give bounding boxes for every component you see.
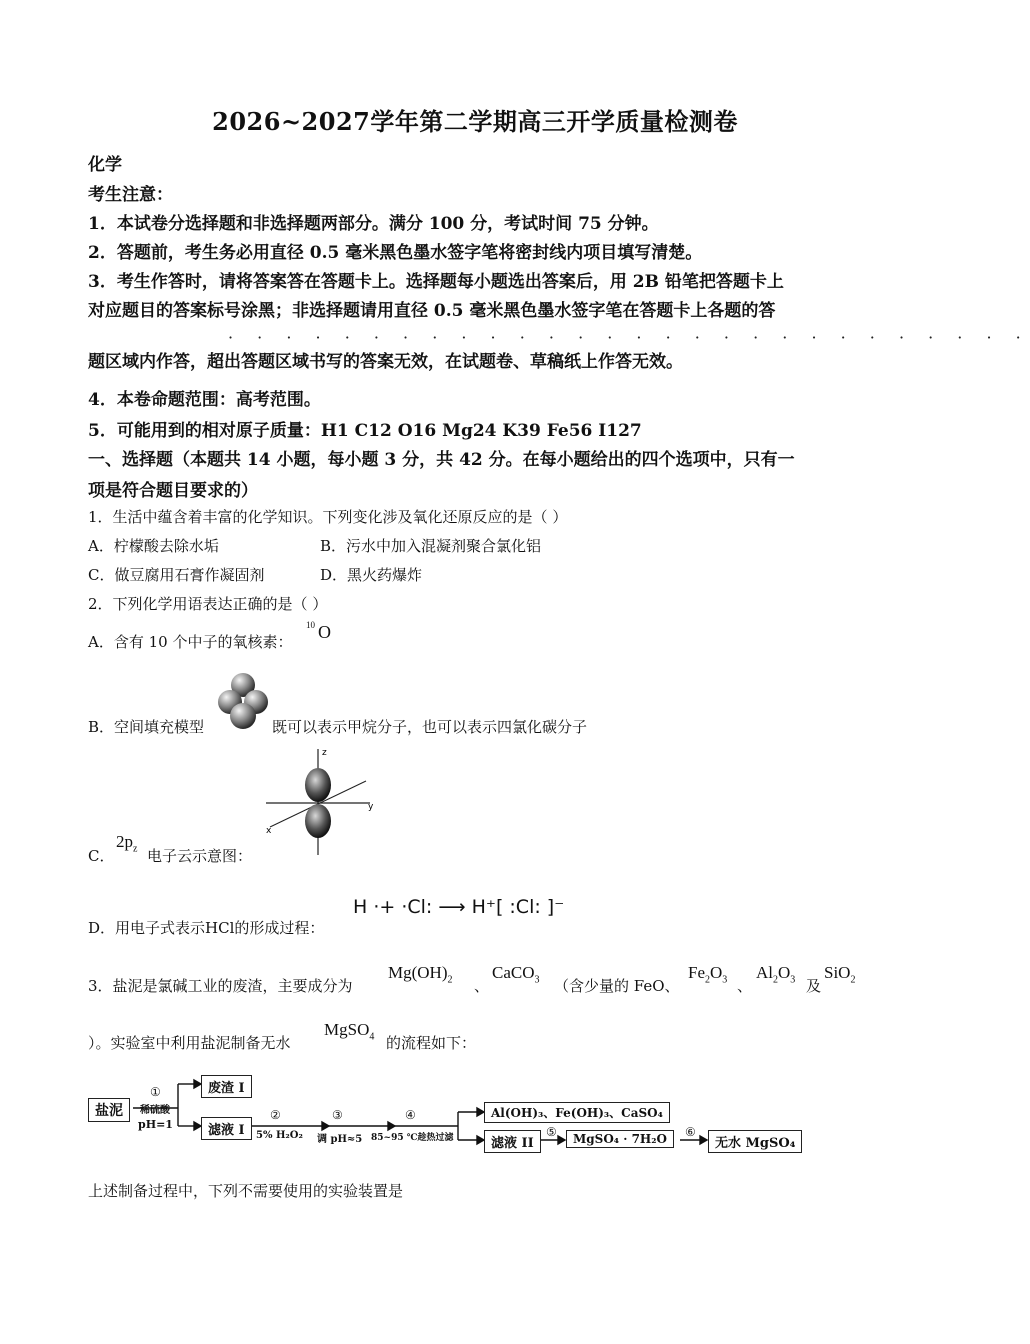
notice-2: 2．答题前，考生务必用直径 0.5 毫米黑色墨水签字笔将密封线内项目填写清楚。 — [88, 243, 703, 263]
q3-sio2: SiO$_2$ — [824, 963, 856, 986]
hydrate-box: MgSO₄ · 7H₂O — [566, 1130, 674, 1148]
q2-option-b-prefix: B．空间填充模型 — [88, 718, 205, 736]
axis-y-label: y — [368, 802, 374, 812]
q2-stem: 2．下列化学用语表达正确的是（ ） — [88, 595, 328, 613]
q3-and: 及 — [806, 977, 822, 995]
section-1-heading: 一、选择题（本题共 14 小题，每小题 3 分，共 42 分。在每小题给出的四个选项中，只有一 — [88, 450, 795, 470]
q1-option-d: D．黑火药爆炸 — [320, 566, 423, 584]
q3-tail: 上述制备过程中，下列不需要使用的实验装置是 — [88, 1182, 404, 1200]
q3-mgoh2: $Mg(OH)_2$ — [388, 963, 453, 986]
q3-caco3: CaCO$_3$ — [492, 963, 540, 986]
axis-z-label: z — [322, 748, 327, 758]
filtrate-1-box: 滤液 I — [201, 1117, 252, 1140]
q3-stem-mid: （含少量的 FeO、 — [554, 977, 680, 995]
precipitate-box: Al(OH)₃、Fe(OH)₃、CaSO₄ — [484, 1102, 670, 1123]
subject-label: 化学 — [88, 155, 122, 175]
step-4-condition: 85~95 ℃趁热过滤 — [371, 1133, 454, 1143]
p-orbital-diagram-icon — [262, 745, 380, 857]
q2-option-a: A．含有 10 个中子的氧核素： — [88, 633, 293, 651]
q3-fe2o3: $Fe_2O_3$ — [688, 963, 728, 986]
filtrate-2-box: 滤液 II — [484, 1130, 541, 1153]
notice-heading: 考生注意： — [88, 185, 173, 205]
q1-option-b: B．污水中加入混凝剂聚合氯化铝 — [320, 537, 542, 555]
emphasis-dots: · · · · · · · · · · · · · · · · · · · · · · · · · · · · — [228, 328, 1030, 347]
q3-al2o3: $Al_2O_3$ — [756, 963, 796, 986]
hcl-electron-formula: H ·+ ·Cl: ⟶ H⁺[ :Cl: ]⁻ — [353, 896, 565, 918]
q2-option-c-text: 电子云示意图： — [147, 847, 253, 865]
q1-stem: 1．生活中蕴含着丰富的化学知识。下列变化涉及氧化还原反应的是（ ） — [88, 508, 568, 526]
step-6-marker: ⑥ — [685, 1125, 696, 1139]
section-1-heading-cont: 项是符合题目要求的） — [88, 481, 258, 501]
notice-5: 5．可能用到的相对原子质量：H1 C12 O16 Mg24 K39 Fe56 I127 — [88, 421, 642, 441]
step-3-marker: ③ — [332, 1108, 343, 1122]
step-1-reagent: 稀硫酸 — [140, 1105, 170, 1116]
q2-option-b-text: 既可以表示甲烷分子，也可以表示四氯化碳分子 — [272, 718, 588, 736]
step-1-ph: pH=1 — [138, 1118, 173, 1131]
q3-mgso4: MgSO$_4$ — [324, 1020, 375, 1043]
notice-3-line1: 3．考生作答时，请将答案答在答题卡上。选择题每小题选出答案后，用 2B 铅笔把答题卡上 — [88, 272, 784, 292]
notice-3-line3: 题区域内作答，超出答题区域书写的答案无效，在试题卷、草稿纸上作答无效。 — [88, 352, 683, 372]
q2-a-mass-number: 10 — [306, 620, 315, 630]
step-2-marker: ② — [270, 1108, 281, 1122]
product-box: 无水 MgSO₄ — [708, 1130, 802, 1153]
flow-start-box: 盐泥 — [88, 1098, 130, 1122]
q2-a-element: O — [318, 622, 331, 642]
q3-stem-prefix: 3．盐泥是氯碱工业的废渣，主要成分为 — [88, 977, 353, 995]
step-2-reagent: 5% H₂O₂ — [256, 1130, 303, 1141]
q1-option-c: C．做豆腐用石膏作凝固剂 — [88, 566, 265, 584]
q3-line2-prefix: ）。实验室中利用盐泥制备无水 — [88, 1034, 291, 1052]
notice-3-line2: 对应题目的答案标号涂黑；非选择题请用直径 0.5 毫米黑色墨水签字笔在答题卡上各题的答 — [88, 301, 776, 321]
step-4-marker: ④ — [405, 1108, 416, 1122]
space-filling-model-icon — [213, 670, 273, 732]
axis-x-label: x — [266, 826, 272, 836]
process-flowchart — [88, 1068, 798, 1164]
page-title: 2026~2027学年第二学期高三开学质量检测卷 — [212, 107, 738, 136]
notice-4: 4．本卷命题范围：高考范围。 — [88, 390, 321, 410]
q2-option-d-prefix: D．用电子式表示HCl的形成过程： — [88, 919, 325, 937]
q3-line2-suffix: 的流程如下： — [386, 1034, 477, 1052]
q2-c-orbital: $2p_z$ — [116, 832, 138, 855]
step-1-marker: ① — [150, 1085, 161, 1099]
notice-1: 1．本试卷分选择题和非选择题两部分。满分 100 分，考试时间 75 分钟。 — [88, 214, 659, 234]
step-3-condition: 调 pH≈5 — [317, 1134, 363, 1145]
waste-1-box: 废渣 I — [201, 1075, 252, 1098]
step-5-marker: ⑤ — [546, 1125, 557, 1139]
q1-option-a: A．柠檬酸去除水垢 — [88, 537, 219, 555]
q2-option-c-prefix: C． — [88, 847, 115, 865]
